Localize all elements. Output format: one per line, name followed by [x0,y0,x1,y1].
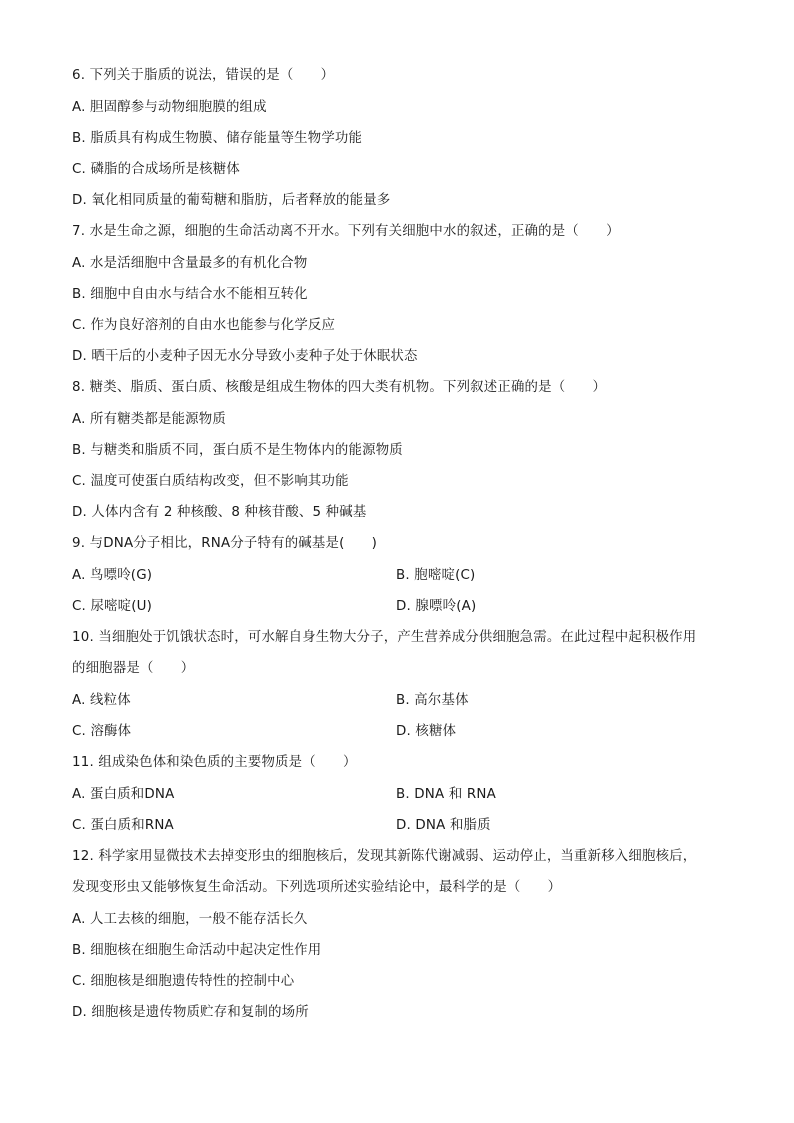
question-12-option-a: A. 人工去核的细胞，一般不能存活长久 [72,912,308,927]
question-7-option-d: D. 晒干后的小麦种子因无水分导致小麦种子处于休眠状态 [72,349,418,364]
question-8-option-b: B. 与糖类和脂质不同，蛋白质不是生物体内的能源物质 [72,443,403,458]
question-11-option-d: D. DNA 和脂质 [396,818,491,833]
question-9-stem: 9. 与DNA分子相比，RNA分子特有的碱基是( ) [72,536,378,551]
question-11-option-b: B. DNA 和 RNA [396,787,496,802]
question-6-option-c: C. 磷脂的合成场所是核糖体 [72,162,240,177]
question-9-option-a: A. 鸟嘌呤(G) [72,568,153,583]
question-12-stem-line-1: 12. 科学家用显微技术去掉变形虫的细胞核后，发现其新陈代谢减弱、运动停止，当重新移入细胞核后， [72,849,697,864]
question-8-option-a: A. 所有糖类都是能源物质 [72,412,226,427]
question-10-option-c: C. 溶酶体 [72,724,132,739]
question-7-option-c: C. 作为良好溶剂的自由水也能参与化学反应 [72,318,336,333]
question-10-stem-line-1: 10. 当细胞处于饥饿状态时，可水解自身生物大分子，产生营养成分供细胞急需。在此过程中起积极作用 [72,630,697,645]
question-10-stem-line-2: 的细胞器是（ ） [72,661,195,676]
question-8-option-c: C. 温度可使蛋白质结构改变，但不影响其功能 [72,474,349,489]
question-9-option-d: D. 腺嘌呤(A) [396,599,477,614]
question-6-option-a: A. 胆固醇参与动物细胞膜的组成 [72,100,267,115]
question-7-stem: 7. 水是生命之源，细胞的生命活动离不开水。下列有关细胞中水的叙述，正确的是（ ） [72,224,620,239]
question-6-option-d: D. 氧化相同质量的葡萄糖和脂肪，后者释放的能量多 [72,193,391,208]
question-9-option-c: C. 尿嘧啶(U) [72,599,153,614]
question-7-option-a: A. 水是活细胞中含量最多的有机化合物 [72,256,308,271]
question-8-option-d: D. 人体内含有 2 种核酸、8 种核苷酸、5 种碱基 [72,505,367,520]
question-6-stem: 6. 下列关于脂质的说法，错误的是（ ） [72,68,335,83]
question-11-option-a: A. 蛋白质和DNA [72,787,175,802]
question-9-option-b: B. 胞嘧啶(C) [396,568,476,583]
question-8-stem: 8. 糖类、脂质、蛋白质、核酸是组成生物体的四大类有机物。下列叙述正确的是（ ） [72,380,607,395]
question-7-option-b: B. 细胞中自由水与结合水不能相互转化 [72,287,308,302]
question-12-option-c: C. 细胞核是细胞遗传特性的控制中心 [72,974,295,989]
question-11-stem: 11. 组成染色体和染色质的主要物质是（ ） [72,755,357,770]
question-10-option-d: D. 核糖体 [396,724,457,739]
question-12-option-d: D. 细胞核是遗传物质贮存和复制的场所 [72,1005,309,1020]
question-12-option-b: B. 细胞核在细胞生命活动中起决定性作用 [72,943,322,958]
question-6-option-b: B. 脂质具有构成生物膜、储存能量等生物学功能 [72,131,363,146]
question-10-option-b: B. 高尔基体 [396,693,469,708]
question-10-option-a: A. 线粒体 [72,693,131,708]
question-11-option-c: C. 蛋白质和RNA [72,818,174,833]
question-12-stem-line-2: 发现变形虫又能够恢复生命活动。下列选项所述实验结论中，最科学的是（ ） [72,880,562,895]
